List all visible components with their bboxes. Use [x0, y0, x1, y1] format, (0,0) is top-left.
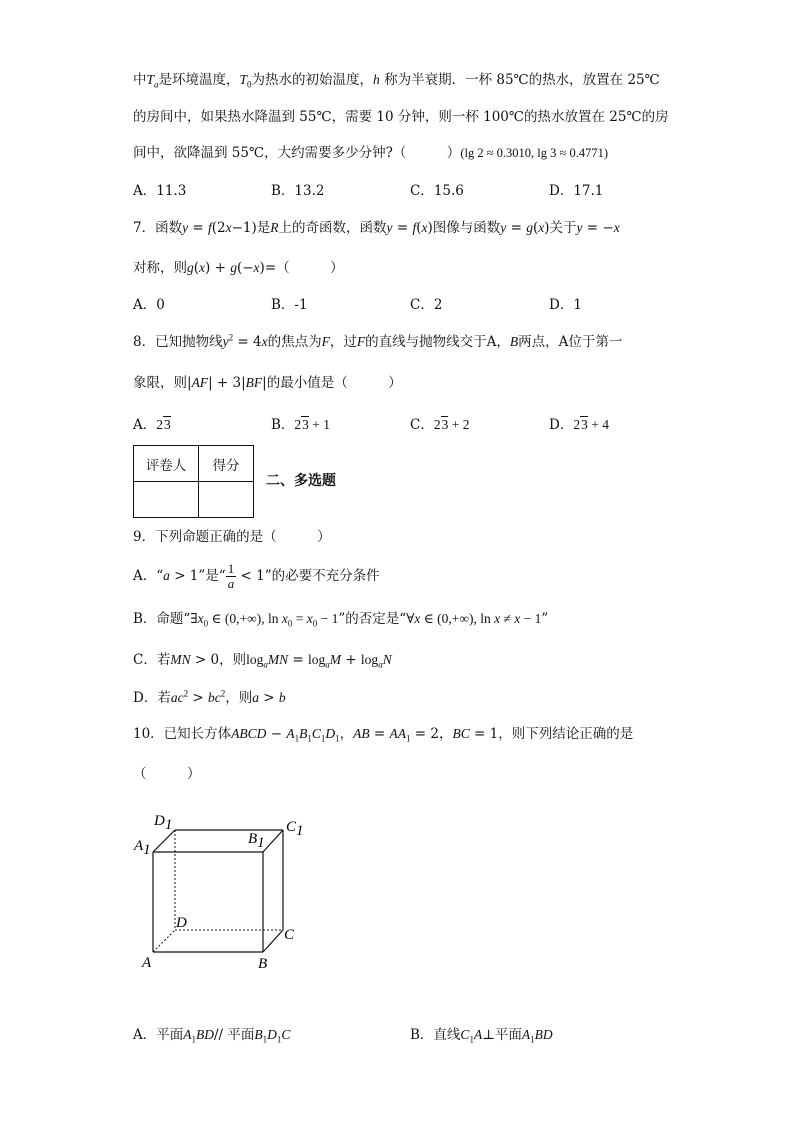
- q8-option-a: A．23: [133, 417, 171, 433]
- q9-option-c: C．若MN > 0，则$\log_aMN = \log_aM + \log_aN$: [133, 652, 392, 670]
- q7-option-c: C．2: [410, 297, 443, 313]
- label-b: B: [258, 956, 268, 972]
- q7-line-2: 对称，则g(x) + g(−x)=（ ）: [133, 260, 344, 276]
- q8-option-c: C．23 + 2: [410, 417, 470, 433]
- q9-option-a: A．“a > 1”是“ $\frac{1}{a}$ < 1”的必要不充分条件: [133, 561, 380, 591]
- q7-option-d: D．1: [549, 297, 582, 313]
- q6-line-2: 的房间中，如果热水降温到 55℃，需要 10 分钟，则一杯 100℃的热水放置在 25℃的房: [133, 109, 669, 125]
- q8-option-b: B．23 + 1: [271, 417, 331, 433]
- cuboid-figure: [130, 805, 310, 980]
- q9-option-d: D．若$ac^2 > bc^2$，则a > b: [133, 688, 286, 706]
- q9-option-b: B．命题“$\exists x_0$ ∈ (0,+∞), $\ln x_0 = x_0 - 1$”的否定是“∀x ∈ (0,+∞), ln x ≠ x − 1”: [133, 611, 549, 629]
- q8-line-1: 8．已知抛物线$y^2 = 4x$的焦点为F，过F的直线与抛物线交于A，B两点，A位于第一: [133, 332, 623, 350]
- q7-option-b: B．-1: [271, 297, 308, 313]
- q7-line-1: 7．函数y = f(2x−1)是R上的奇函数，函数y = f(x)图像与函数y = g(x)关于y = −x: [133, 220, 620, 236]
- score-header: 得分: [199, 446, 254, 482]
- label-c: C: [284, 927, 295, 943]
- q8-line-2: 象限，则|AF| + 3|BF|的最小值是（ ）: [133, 375, 402, 391]
- q6-option-c: C．15.6: [410, 183, 464, 199]
- reviewer-header: 评卷人: [134, 446, 199, 482]
- q8-option-d: D．23 + 4: [549, 417, 609, 433]
- label-d: D: [176, 915, 187, 931]
- q10-option-a: A．平面$A_1BD//$ 平面$B_1D_1C$: [133, 1027, 291, 1045]
- q7-option-a: A．0: [133, 297, 165, 313]
- q10-option-b: B．直线$C_1A\perp$平面$A_1BD$: [410, 1027, 553, 1045]
- q6-line-3: 间中，欲降温到 55℃，大约需要多少分钟?（ ）(lg 2 ≈ 0.3010, lg 3 ≈ 0.4771): [133, 145, 609, 161]
- label-b1: B1: [248, 831, 265, 851]
- label-a: A: [142, 955, 152, 971]
- section-title: 二、多选题: [266, 473, 336, 489]
- q10-line-2: （ ）: [133, 766, 201, 782]
- label-a1: A1: [134, 838, 151, 858]
- score-table: [133, 445, 254, 518]
- q6-option-a: A．11.3: [133, 183, 187, 199]
- q10-line-1: 10．已知长方体ABCD − $A_1B_1C_1D_1$，AB = $AA_1 = 2$，BC = 1，则下列结论正确的是: [133, 726, 634, 744]
- q9-stem: 9．下列命题正确的是（ ）: [133, 529, 331, 545]
- label-c1: C1: [286, 819, 304, 839]
- score-cell: [199, 482, 254, 518]
- q6-option-d: D．17.1: [549, 183, 604, 199]
- reviewer-cell: [134, 482, 199, 518]
- q6-option-b: B．13.2: [271, 183, 325, 199]
- label-d1: D1: [154, 813, 173, 833]
- q6-line-1: 中$T_a$是环境温度，$T_0$为热水的初始温度，h 称为半衰期．一杯 85℃的热水，放置在 25℃: [133, 72, 660, 90]
